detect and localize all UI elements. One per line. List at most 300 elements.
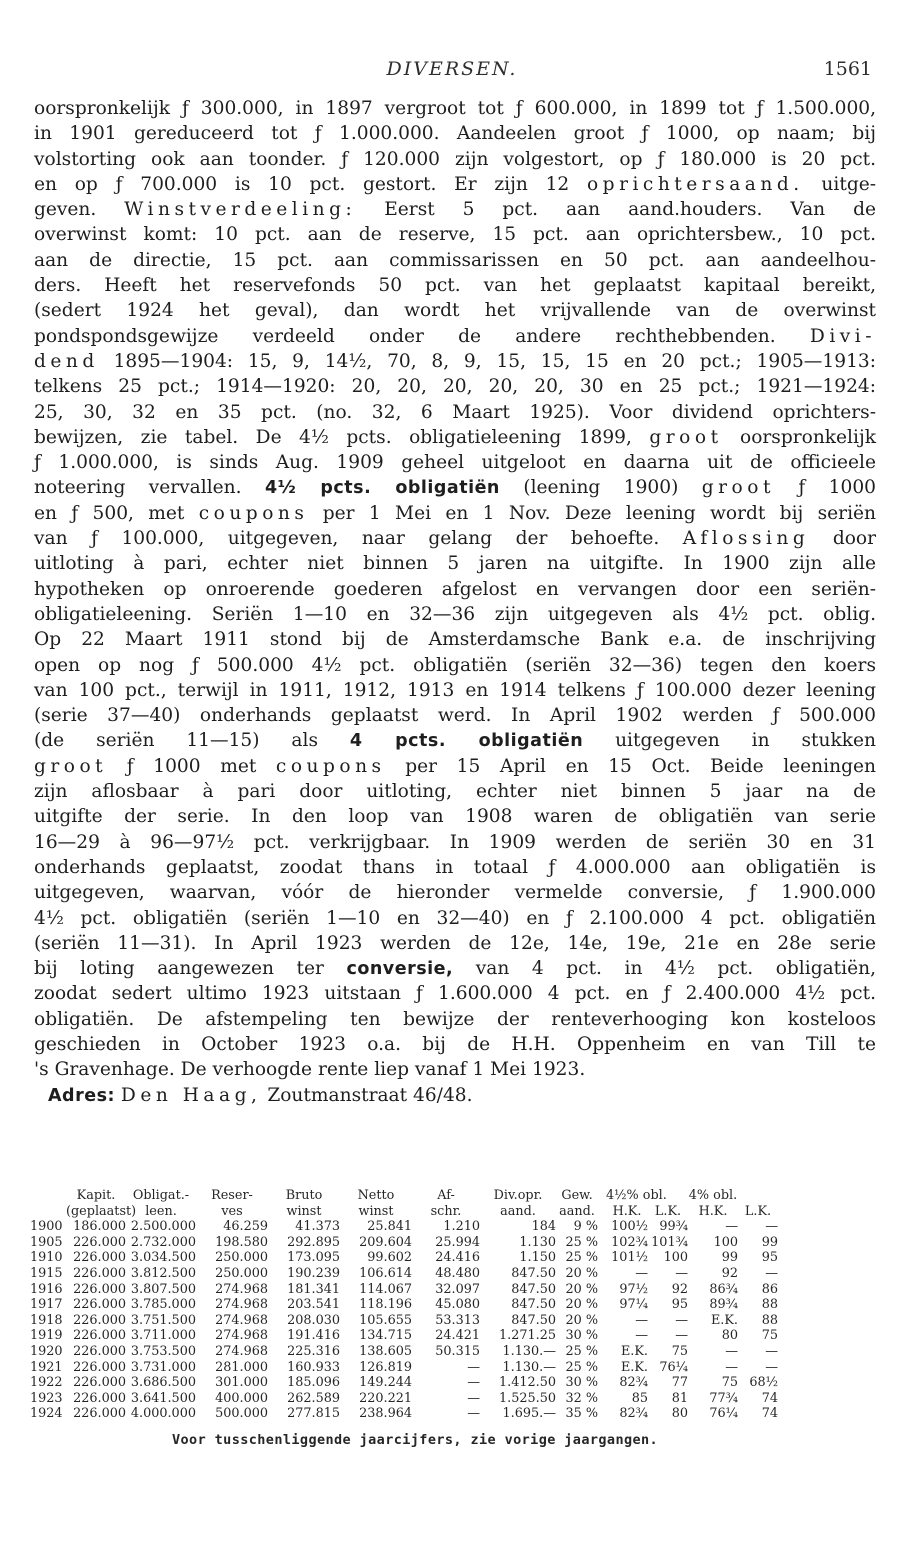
text-line [34, 147, 876, 172]
text-segment: ƒ [657, 148, 665, 170]
column-subheader: aand. [559, 1203, 595, 1219]
table-cell: 106.614 [359, 1265, 412, 1281]
table-cell: 101½ [611, 1250, 648, 1266]
text-segment: ƒ [663, 983, 671, 1005]
table-cell: 100 [713, 1234, 738, 1250]
table-row [30, 1266, 876, 1282]
text-line [34, 374, 876, 399]
table-cell: — [765, 1359, 778, 1375]
table-cell: 134.715 [359, 1328, 412, 1344]
table-cell: 75 [721, 1375, 738, 1391]
table-cell: 32 % [565, 1390, 598, 1406]
table-cell: 86 [761, 1281, 778, 1297]
table-cell: 226.000 [73, 1343, 126, 1359]
table-cell: 74 [761, 1406, 778, 1422]
text-line [34, 728, 876, 753]
text-segment: (sedert 1924 het geval), dan wordt het vrijvallende van de overwinst [34, 300, 876, 322]
text-segment: 1000, op naam; bij [648, 123, 876, 145]
text-segment: obligatieleening. Seriën 1—10 en 32—36 zijn uitgegeven als 4½ pct. oblig. [34, 603, 876, 625]
table-cell: 226.000 [73, 1390, 126, 1406]
table-cell: 74 [761, 1390, 778, 1406]
text-segment: (seriën 11—31). In April 1923 werden de 12e, 14e, 19e, 21e en 28e serie [34, 932, 876, 954]
table-cell: 173.095 [287, 1250, 340, 1266]
table-cell: 77¾ [709, 1390, 738, 1406]
text-segment: per 15 April en 15 Oct. Beide leeningen [385, 755, 876, 777]
column-header: Af- [437, 1188, 455, 1203]
table-cell: 85 [631, 1390, 648, 1406]
table-cell: 99 [721, 1250, 738, 1266]
text-segment: volstorting ook aan toonder. [34, 148, 342, 170]
table-cell: 68½ [749, 1375, 778, 1391]
table-header-row [30, 1204, 876, 1220]
text-segment: uitgegeven, waarvan, vóór de hieronder vermelde conversie, [34, 882, 750, 904]
table-cell: 88 [761, 1297, 778, 1313]
column-subheader: H.K. [698, 1203, 728, 1219]
column-subheader: winst [358, 1203, 394, 1219]
table-cell: 149.244 [359, 1375, 412, 1391]
text-segment: ƒ [192, 654, 199, 676]
text-segment: ƒ [772, 705, 780, 727]
column-subheader: winst [286, 1203, 322, 1219]
table-cell: 1900 [30, 1219, 63, 1235]
text-segment: Divi- [809, 325, 876, 347]
text-line [34, 855, 876, 880]
column-subheader: L.K. [744, 1203, 772, 1219]
body-text [34, 96, 876, 1108]
table-cell: 1917 [30, 1297, 63, 1313]
table-cell: 262.589 [287, 1390, 340, 1406]
table-cell: 186.000 [73, 1219, 126, 1235]
table-cell: — [467, 1390, 480, 1406]
table-cell: 281.000 [215, 1359, 268, 1375]
text-segment: 4½ pcts. obligatiën [264, 478, 500, 499]
table-cell: 114.067 [359, 1281, 412, 1297]
text-line [34, 931, 876, 956]
text-segment: ƒ [749, 882, 757, 904]
table-cell: 102¾ [611, 1234, 648, 1250]
text-line [34, 248, 876, 273]
table-cell: 274.968 [215, 1281, 268, 1297]
column-header [738, 1188, 778, 1204]
table-cell: 274.968 [215, 1297, 268, 1313]
text-segment: 1.000.000. Aandeelen groot [321, 123, 642, 145]
table-cell: 1.130.— [502, 1359, 556, 1375]
text-line [34, 880, 876, 905]
text-line [34, 324, 876, 349]
table-row [30, 1375, 876, 1391]
table-cell: 35 % [565, 1406, 598, 1422]
table-cell: 99 [761, 1234, 778, 1250]
table-cell: 208.030 [287, 1312, 340, 1328]
text-segment: onderhands geplaatst, zoodat thans in totaal [34, 856, 549, 878]
table-cell: 99.602 [367, 1250, 412, 1266]
text-segment: overwinst komt: 10 pct. aan de reserve, 15 pct. aan oprichtersbew., 10 pct. [34, 224, 876, 246]
text-segment: door [809, 528, 876, 550]
text-line [34, 172, 876, 197]
text-segment: 1000 [805, 477, 876, 499]
text-segment: ƒ [181, 98, 189, 119]
table-cell: — [467, 1359, 480, 1375]
table-cell: 50.315 [435, 1343, 480, 1359]
table-cell: 1.271.25 [499, 1328, 556, 1344]
text-segment: ƒ [126, 755, 134, 777]
text-line [34, 400, 876, 425]
table-cell: 226.000 [73, 1406, 126, 1422]
text-line [34, 450, 876, 475]
table-cell: 3.753.500 [130, 1343, 196, 1359]
table-cell: 46.259 [223, 1219, 268, 1235]
text-segment: ƒ [416, 983, 423, 1005]
text-segment: 180.000 is 20 pct. [664, 148, 876, 170]
text-segment: 25, 30, 32 en 35 pct. (no. 32, 6 Maart 1925). Voor dividend oprichters- [34, 401, 876, 423]
table-cell: 92 [671, 1281, 688, 1297]
column-header: Kapit. [76, 1188, 116, 1203]
text-segment: Aflossing [682, 528, 810, 550]
table-cell: 847.50 [511, 1297, 556, 1313]
table-cell: — [765, 1343, 778, 1359]
table-cell: 1.150 [519, 1250, 556, 1266]
text-segment: hypotheken op onroerende goederen afgelost en vervangen door een seriën- [34, 578, 876, 600]
text-line [34, 627, 876, 652]
table-cell: 3.711.000 [130, 1328, 196, 1344]
column-header: Div.opr. [493, 1188, 543, 1203]
table-cell: — [725, 1359, 738, 1375]
text-segment: ƒ [314, 123, 322, 145]
text-segment: 500, met [78, 502, 199, 524]
table-cell: 277.815 [287, 1406, 340, 1422]
column-header: Bruto [285, 1188, 323, 1203]
text-segment: Op 22 Maart 1911 stond bij de Amsterdamsche Bank e.a. de inschrijving [34, 629, 876, 651]
table-cell: — [675, 1328, 688, 1344]
table-cell: — [675, 1312, 688, 1328]
table-cell: 274.968 [215, 1343, 268, 1359]
text-line [34, 501, 876, 526]
text-segment: oprichtersaand. [586, 173, 804, 195]
text-segment: bewijzen, zie tabel. De 4½ pcts. obligatieleening 1899, [34, 426, 650, 448]
text-segment: 500.000 4½ pct. obligatiën (seriën 32—36) tegen den koers [198, 654, 876, 676]
table-cell: 160.933 [287, 1359, 340, 1375]
table-cell: 82¾ [619, 1375, 648, 1391]
table-body [30, 1219, 876, 1422]
table-cell: 92 [721, 1265, 738, 1281]
text-segment: ƒ [641, 123, 649, 145]
table-cell: 95 [761, 1250, 778, 1266]
table-cell: 25.841 [367, 1219, 412, 1235]
table-cell: 82¾ [619, 1406, 648, 1422]
table-cell: 20 % [565, 1281, 598, 1297]
table-row [30, 1235, 876, 1251]
table-cell: 75 [761, 1328, 778, 1344]
column-header [648, 1188, 688, 1204]
table-cell: 226.000 [73, 1375, 126, 1391]
text-segment: aan de directie, 15 pct. aan commissarissen en 50 pct. aan aandeelhou- [34, 249, 876, 271]
text-segment: 500.000 [779, 705, 876, 727]
table-cell: 126.819 [359, 1359, 412, 1375]
table-cell: — [765, 1265, 778, 1281]
text-segment: 120.000 zijn volgestort, op [348, 148, 658, 170]
text-line [34, 653, 876, 678]
text-segment: ƒ [636, 679, 644, 701]
text-line [34, 1032, 876, 1057]
table-cell: 2.500.000 [130, 1219, 196, 1235]
text-line [34, 830, 876, 855]
text-segment: 's Gravenhage. De verhoogde rente liep vanaf 1 Mei 1923. [34, 1059, 586, 1081]
text-segment: van [34, 528, 92, 550]
table-row [30, 1328, 876, 1344]
text-segment: coupons [198, 502, 309, 524]
text-segment: geven. [34, 199, 125, 221]
table-cell: 1916 [30, 1281, 63, 1297]
text-segment: zoodat sedert ultimo 1923 uitstaan [34, 983, 417, 1005]
text-line [34, 298, 876, 323]
text-segment: Eerst 5 pct. aan aand.houders. Van de [356, 199, 876, 221]
table-cell: 88 [761, 1312, 778, 1328]
text-segment: van 4 pct. in 4½ pct. obligatiën, [453, 958, 876, 980]
table-cell: 1910 [30, 1250, 63, 1266]
text-segment: ders. Heeft het reservefonds 50 pct. van het geplaatst kapitaal bereikt, [34, 275, 876, 297]
column-subheader: schr. [430, 1203, 462, 1219]
table-cell: 1923 [30, 1390, 63, 1406]
table-cell: — [635, 1312, 648, 1328]
table-cell: 100 [663, 1250, 688, 1266]
table-cell: 1919 [30, 1328, 63, 1344]
text-segment: coupons [275, 755, 386, 777]
text-line [34, 804, 876, 829]
text-line [34, 678, 876, 703]
table-cell: 101¾ [651, 1234, 688, 1250]
text-line [34, 121, 876, 146]
table-cell: 86¾ [709, 1281, 738, 1297]
table-cell: 400.000 [215, 1390, 268, 1406]
table-cell: 3.785.000 [130, 1297, 196, 1313]
table-cell: 238.964 [359, 1406, 412, 1422]
table-cell: 184 [531, 1219, 556, 1235]
text-segment: 1.600.000 4 pct. en [422, 983, 664, 1005]
text-segment: 2.100.000 4 pct. obligatiën [572, 907, 876, 929]
text-line [34, 551, 876, 576]
text-segment: per 1 Mei en 1 Nov. Deze leening wordt bij seriën [308, 502, 876, 524]
table-cell: 20 % [565, 1297, 598, 1313]
table-cell: 1.130 [519, 1234, 556, 1250]
table-cell: — [765, 1219, 778, 1235]
table-cell: 25 % [565, 1343, 598, 1359]
text-segment: (leening 1900) [499, 477, 702, 499]
column-header: Obligat.- [132, 1188, 190, 1203]
column-header: Netto [357, 1188, 395, 1203]
text-line [34, 577, 876, 602]
table-cell: 30 % [565, 1375, 598, 1391]
text-segment: 300.000, in 1897 vergroot tot [188, 98, 516, 119]
table-cell: 48.480 [435, 1265, 480, 1281]
table-cell: 1918 [30, 1312, 63, 1328]
running-header [0, 58, 904, 94]
text-segment: zijn aflosbaar à pari door uitloting, echter niet binnen 5 jaar na de [34, 781, 876, 803]
table-cell: E.K. [710, 1312, 738, 1328]
column-header: Reser- [211, 1188, 253, 1203]
text-segment: groot [649, 426, 723, 448]
text-segment: telkens 25 pct.; 1914—1920: 20, 20, 20, 20, 20, 30 en 25 pct.; 1921—1924: [34, 376, 876, 398]
text-segment: uitgifte der serie. In den loop van 1908 waren de obligatiën van serie [34, 806, 876, 828]
table-header-row [30, 1188, 876, 1204]
table-cell: 1.412.50 [499, 1375, 556, 1391]
table-cell: — [725, 1343, 738, 1359]
table-cell: 80 [671, 1406, 688, 1422]
text-segment: ƒ [565, 907, 573, 929]
text-segment: 1.500.000, [763, 98, 877, 119]
table-cell: 138.605 [359, 1343, 412, 1359]
table-cell: 4.000.000 [130, 1406, 196, 1422]
table-cell: 24.421 [435, 1328, 480, 1344]
text-line [34, 1083, 876, 1108]
table-cell: 250.000 [215, 1265, 268, 1281]
text-segment: 2.400.000 4½ pct. [670, 983, 876, 1005]
table-cell: 100½ [611, 1219, 648, 1235]
table-cell: 95 [671, 1297, 688, 1313]
table-row [30, 1313, 876, 1329]
text-line [34, 602, 876, 627]
column-subheader [30, 1204, 66, 1220]
table-cell: 20 % [565, 1312, 598, 1328]
text-line [34, 981, 876, 1006]
table-cell: 185.096 [287, 1375, 340, 1391]
table-cell: 226.000 [73, 1312, 126, 1328]
table-cell: 3.812.500 [130, 1265, 196, 1281]
table-cell: — [635, 1328, 648, 1344]
text-segment: (serie 37—40) onderhands geplaatst werd. In April 1902 werden [34, 705, 773, 727]
text-segment: 4 pcts. obligatiën [349, 731, 584, 752]
text-segment: oorspronkelijk [34, 98, 182, 119]
table-row [30, 1297, 876, 1313]
text-line [34, 703, 876, 728]
table-cell: 250.000 [215, 1250, 268, 1266]
table-cell: 80 [721, 1328, 738, 1344]
text-line [34, 1057, 876, 1082]
table-cell: 81 [671, 1390, 688, 1406]
text-segment: groot [34, 755, 108, 777]
text-segment: 600.000, in 1899 tot [522, 98, 757, 119]
text-line [34, 779, 876, 804]
text-line [34, 475, 876, 500]
text-segment: van 100 pct., terwijl in 1911, 1912, 1913 en 1914 telkens [34, 679, 637, 701]
text-segment: conversie, [346, 959, 454, 980]
text-line [34, 1007, 876, 1032]
footer-note: Voor tusschenliggende jaarcijfers, zie vorige jaargangen. [172, 1432, 659, 1448]
text-segment: Winstverdeeling: [124, 199, 357, 221]
text-segment: uitloting à pari, echter niet binnen 5 jaren na uitgifte. In 1900 zijn alle [34, 553, 876, 575]
table-cell: 500.000 [215, 1406, 268, 1422]
table-cell: 226.000 [73, 1281, 126, 1297]
text-line [34, 526, 876, 551]
table-cell: E.K. [620, 1359, 648, 1375]
table-cell: 1915 [30, 1265, 63, 1281]
financial-table [30, 1188, 876, 1422]
text-line [34, 425, 876, 450]
table-cell: 2.732.000 [130, 1234, 196, 1250]
table-cell: 20 % [565, 1265, 598, 1281]
table-row [30, 1406, 876, 1422]
table-cell: 220.221 [359, 1390, 412, 1406]
text-segment: 4½ pct. obligatiën (seriën 1—10 en 32—40) en [34, 907, 566, 929]
table-cell: 75 [671, 1343, 688, 1359]
table-cell: 1921 [30, 1359, 63, 1375]
table-cell: 89¾ [709, 1297, 738, 1313]
table-cell: 203.541 [287, 1297, 340, 1313]
table-cell: 226.000 [73, 1297, 126, 1313]
table-row [30, 1282, 876, 1298]
table-cell: 41.373 [295, 1219, 340, 1235]
text-line [34, 273, 876, 298]
text-segment: 700.000 is 10 pct. gestort. Er zijn 12 [122, 173, 587, 195]
text-segment: geschieden in October 1923 o.a. bij de H.H. Oppenheim en van Till te [34, 1033, 876, 1055]
column-header [30, 1188, 66, 1204]
table-cell: 226.000 [73, 1328, 126, 1344]
text-segment: 100.000 dezer leening [643, 679, 876, 701]
table-cell: 1920 [30, 1343, 63, 1359]
text-segment: groot [701, 477, 775, 499]
text-segment: 1000 met [133, 755, 276, 777]
running-title: DIVERSEN. [386, 58, 518, 80]
table-cell: 105.655 [359, 1312, 412, 1328]
column-subheader: L.K. [654, 1203, 682, 1219]
text-segment: ƒ [34, 452, 41, 474]
table-cell: 274.968 [215, 1312, 268, 1328]
table-cell: 25 % [565, 1234, 598, 1250]
text-line [34, 754, 876, 779]
table-cell: — [725, 1219, 738, 1235]
table-cell: 198.580 [215, 1234, 268, 1250]
column-header: 4½% obl. [606, 1188, 667, 1203]
table-cell: 181.341 [287, 1281, 340, 1297]
text-segment: 16—29 à 96—97½ pct. verkrijgbaar. In 1909 werden de seriën 30 en 31 [34, 831, 876, 853]
table-cell: 97¼ [619, 1297, 648, 1313]
table-cell: 99¾ [659, 1219, 688, 1235]
column-subheader: ves [221, 1203, 243, 1219]
text-segment: obligatiën. De afstempeling ten bewijze der renteverhooging kon kosteloos [34, 1008, 876, 1030]
text-segment: bij loting aangewezen ter [34, 958, 347, 980]
table-cell: 847.50 [511, 1281, 556, 1297]
table-cell: 32.097 [435, 1281, 480, 1297]
table-cell: 25 % [565, 1250, 598, 1266]
table-cell: — [467, 1406, 480, 1422]
table-cell: 1.210 [443, 1219, 480, 1235]
table-row [30, 1360, 876, 1376]
text-segment: Adres: [48, 1085, 115, 1106]
table-cell: E.K. [620, 1343, 648, 1359]
text-segment: oorspronkelijk [722, 426, 876, 448]
table-cell: 24.416 [435, 1250, 480, 1266]
text-segment: Den Haag, [120, 1084, 262, 1106]
table-cell: 1.695.— [502, 1406, 556, 1422]
text-segment: ƒ [341, 148, 349, 170]
table-cell: 847.50 [511, 1265, 556, 1281]
table-cell: 53.313 [435, 1312, 480, 1328]
text-segment: 100.000, uitgegeven, naar gelang der behoefte. [97, 528, 683, 550]
table-cell: 226.000 [73, 1234, 126, 1250]
text-segment: uitge- [803, 173, 877, 195]
text-segment: 4.000.000 aan obligatiën is [555, 856, 876, 878]
table-cell: 97½ [619, 1281, 648, 1297]
text-segment: (de seriën 11—15) als [34, 730, 350, 752]
text-segment: ƒ [91, 528, 98, 550]
table-cell: 76¼ [659, 1359, 688, 1375]
table-cell: 3.641.500 [130, 1390, 196, 1406]
text-segment: en [34, 502, 72, 524]
table-cell: 847.50 [511, 1312, 556, 1328]
text-segment: uitgegeven in stukken [583, 730, 876, 752]
table-cell: 3.751.500 [130, 1312, 196, 1328]
table-cell: 1905 [30, 1234, 63, 1250]
table-cell: 3.034.500 [130, 1250, 196, 1266]
